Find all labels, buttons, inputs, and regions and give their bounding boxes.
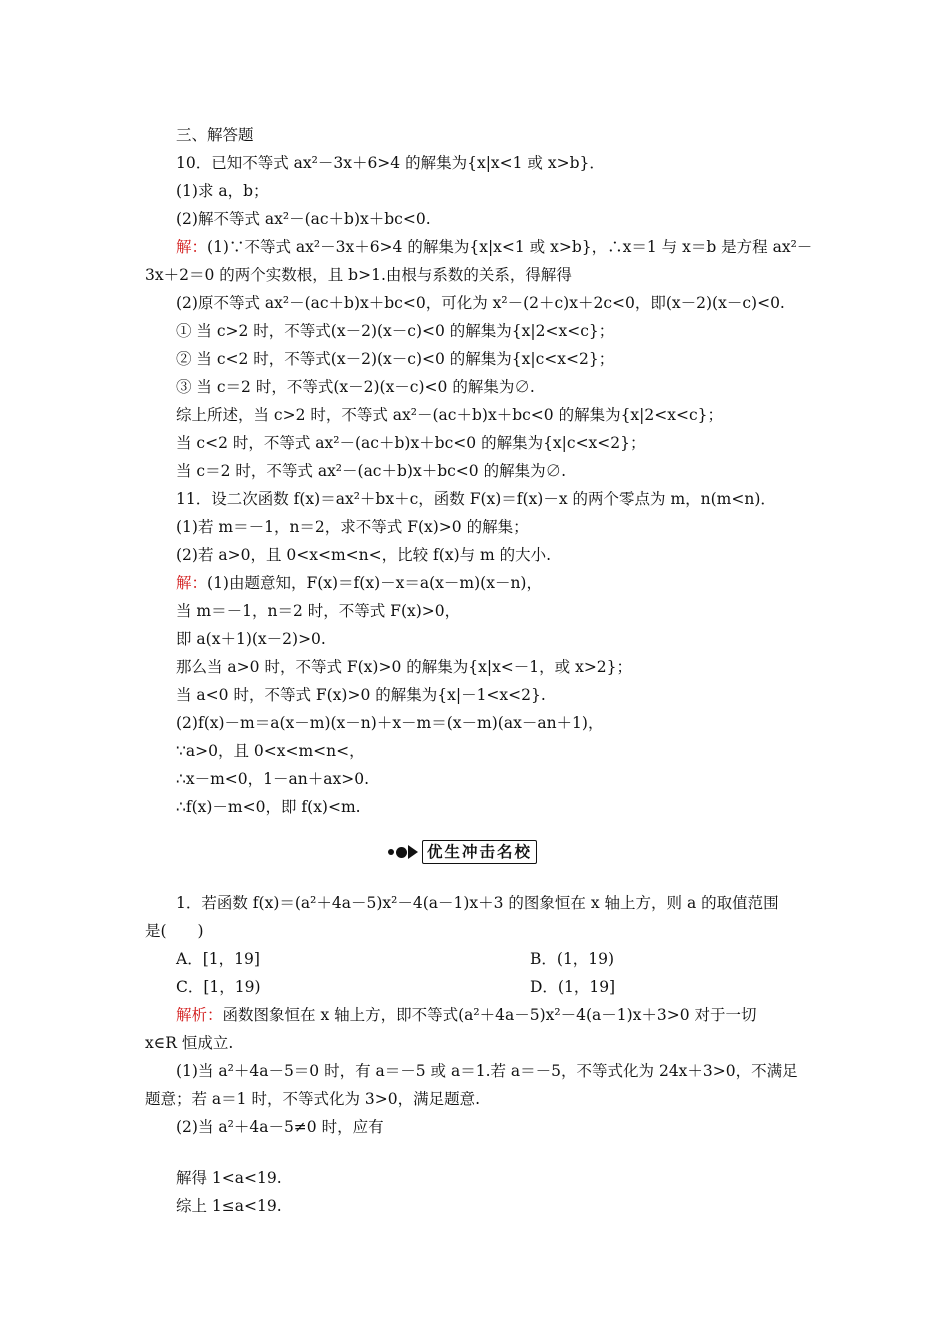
q11-part2: (2)若 a>0，且 0<x<m<n<，比较 f(x)与 m 的大小.: [176, 546, 552, 564]
q11-part1: (1)若 m＝－1，n＝2，求不等式 F(x)>0 的解集；: [176, 518, 529, 536]
p1-ana-line3: (1)当 a²＋4a－5＝0 时，有 a＝－5 或 a＝1.若 a＝－5，不等式化为 24x＋3>0，不满足: [176, 1062, 798, 1080]
banner-bullet-icon: [388, 845, 418, 859]
q11-sol-line8: ∴x－m<0，1－an＋ax>0.: [176, 770, 369, 788]
q11-sol-line2: 当 m＝－1，n＝2 时，不等式 F(x)>0，: [176, 602, 461, 620]
q10-sol-line3: (2)原不等式 ax²－(ac＋b)x＋bc<0，可化为 x²－(2＋c)x＋2c<0，即(x－2)(x－c)<0.: [176, 294, 785, 312]
section-banner: [388, 840, 563, 864]
q11-sol-line9: ∴f(x)－m<0，即 f(x)<m.: [176, 798, 361, 816]
q10-sol-line4: ① 当 c>2 时，不等式(x－2)(x－c)<0 的解集为{x|2<x<c}；: [176, 322, 615, 340]
q10-stem: 10．已知不等式 ax²－3x＋6>4 的解集为{x|x<1 或 x>b}．: [176, 154, 605, 172]
banner-title: 优生冲击名校: [422, 840, 537, 864]
q11-sol-line6: (2)f(x)－m＝a(x－m)(x－n)＋x－m＝(x－m)(ax－an＋1)，: [176, 714, 604, 732]
p1-ana-line5: (2)当 a²＋4a－5≠0 时，应有: [176, 1118, 384, 1136]
p1-option-a: A．[1，19]: [176, 950, 260, 968]
p1-option-d: D．(1，19]: [530, 978, 616, 996]
q11-sol-line7: ∵a>0，且 0<x<m<n<，: [176, 742, 365, 760]
q10-part1: (1)求 a，b；: [176, 182, 269, 200]
q10-sol-line7: 综上所述，当 c>2 时，不等式 ax²－(ac＋b)x＋bc<0 的解集为{x|2<x<c}；: [176, 406, 724, 424]
q10-sol-line5: ② 当 c<2 时，不等式(x－2)(x－c)<0 的解集为{x|c<x<2}；: [176, 350, 615, 368]
p1-ana-line6: 解得 1<a<19.: [176, 1169, 282, 1187]
p1-ana-line1: 函数图象恒在 x 轴上方，即不等式(a²＋4a－5)x²－4(a－1)x＋3>0 对于一切: [222, 1006, 757, 1024]
q10-sol-line1: (1)∵不等式 ax²－3x＋6>4 的解集为{x|x<1 或 x>b}，∴x＝1 与 x＝b 是方程 ax²－: [207, 238, 813, 256]
solution-label: 解：: [176, 574, 208, 592]
p1-option-c: C．[1，19): [176, 978, 261, 996]
p1-ana-line7: 综上 1≤a<19.: [176, 1197, 282, 1215]
p1-stem-line2: 是( ): [145, 922, 204, 940]
q10-sol-line6: ③ 当 c＝2 时，不等式(x－2)(x－c)<0 的解集为∅.: [176, 378, 535, 396]
section-heading: 三、解答题: [176, 126, 254, 144]
q10-part2: (2)解不等式 ax²－(ac＋b)x＋bc<0.: [176, 210, 431, 228]
q11-stem: 11．设二次函数 f(x)＝ax²＋bx＋c，函数 F(x)＝f(x)－x 的两个零点为 m，n(m<n)．: [176, 490, 776, 508]
q10-sol-line9: 当 c＝2 时，不等式 ax²－(ac＋b)x＋bc<0 的解集为∅.: [176, 462, 567, 480]
q11-sol-line3: 即 a(x＋1)(x－2)>0.: [176, 630, 326, 648]
p1-stem-line1: 1．若函数 f(x)＝(a²＋4a－5)x²－4(a－1)x＋3 的图象恒在 x 轴上方，则 a 的取值范围: [176, 894, 779, 912]
q11-sol-line4: 那么当 a>0 时，不等式 F(x)>0 的解集为{x|x<－1，或 x>2}；: [176, 658, 633, 676]
q11-solution-line: [176, 573, 542, 593]
q11-sol-line1: (1)由题意知，F(x)＝f(x)－x＝a(x－m)(x－n)，: [207, 574, 542, 592]
q10-sol-line8: 当 c<2 时，不等式 ax²－(ac＋b)x＋bc<0 的解集为{x|c<x<2}；: [176, 434, 646, 452]
p1-ana-line2: x∈R 恒成立.: [145, 1034, 234, 1052]
q10-sol-line2: 3x＋2＝0 的两个实数根，且 b>1.由根与系数的关系，得解得: [145, 266, 572, 284]
p1-option-b: B．(1，19): [530, 950, 615, 968]
p1-ana-line4: 题意；若 a＝1 时，不等式化为 3>0，满足题意.: [145, 1090, 481, 1108]
q11-sol-line5: 当 a<0 时，不等式 F(x)>0 的解集为{x|－1<x<2}.: [176, 686, 546, 704]
q10-solution-line: [176, 237, 812, 257]
analysis-label: 解析：: [176, 1006, 223, 1024]
p1-analysis-line: [176, 1005, 757, 1025]
solution-label: 解：: [176, 238, 208, 256]
